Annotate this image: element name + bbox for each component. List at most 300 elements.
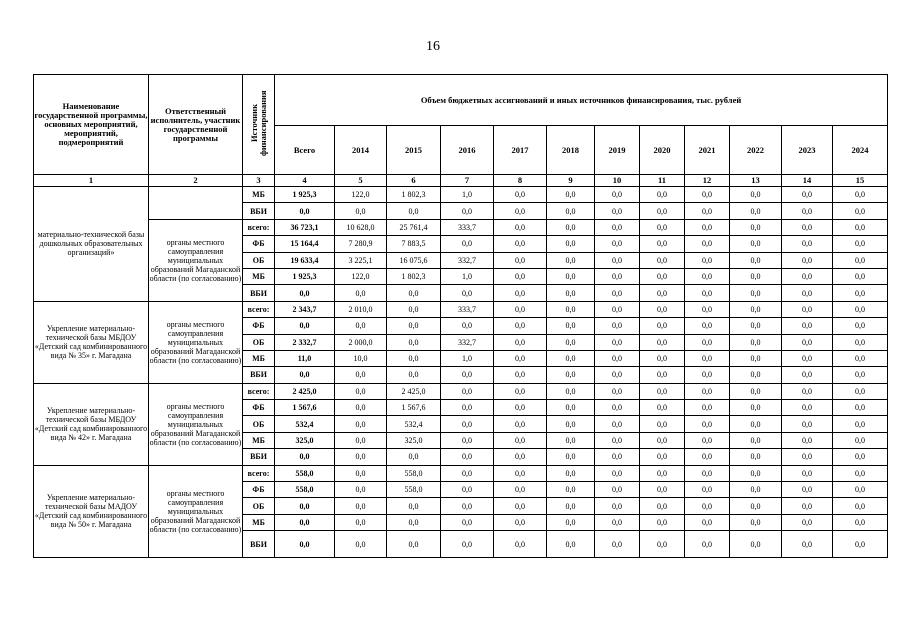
value-2024: 0,0 [833,236,888,252]
value-2017: 0,0 [494,203,547,219]
value-2017: 0,0 [494,187,547,203]
value-2020: 0,0 [640,203,685,219]
value-2014: 3 225,1 [335,252,387,268]
header-year-8: 2021 [685,126,730,175]
funding-source: ОБ [243,416,275,432]
value-2021: 0,0 [685,531,730,558]
value-total: 558,0 [275,482,335,498]
value-2024: 0,0 [833,400,888,416]
funding-source: ОБ [243,334,275,350]
value-2020: 0,0 [640,383,685,399]
value-2016: 333,7 [441,301,494,317]
value-2018: 0,0 [547,367,595,383]
value-2022: 0,0 [730,383,782,399]
funding-source: ФБ [243,318,275,334]
value-2023: 0,0 [782,432,833,448]
funding-source: всего: [243,465,275,481]
value-2020: 0,0 [640,514,685,530]
value-2015: 558,0 [387,482,441,498]
value-total: 0,0 [275,514,335,530]
value-2015: 0,0 [387,301,441,317]
header-year-7: 2020 [640,126,685,175]
value-2016: 333,7 [441,219,494,235]
responsible-executor: органы местного самоуправления муниципальных образований Магаданской области (по согласованию) [149,301,243,383]
value-2019: 0,0 [595,498,640,514]
funding-source: ОБ [243,252,275,268]
value-2018: 0,0 [547,334,595,350]
funding-source: МБ [243,350,275,366]
value-2018: 0,0 [547,432,595,448]
value-2023: 0,0 [782,416,833,432]
value-2019: 0,0 [595,416,640,432]
value-2021: 0,0 [685,400,730,416]
funding-source: ФБ [243,482,275,498]
value-2014: 0,0 [335,531,387,558]
header-year-1: 2014 [335,126,387,175]
value-2017: 0,0 [494,268,547,284]
value-2018: 0,0 [547,203,595,219]
value-2016: 0,0 [441,465,494,481]
value-2023: 0,0 [782,350,833,366]
value-2014: 2 000,0 [335,334,387,350]
value-2021: 0,0 [685,236,730,252]
value-2014: 0,0 [335,482,387,498]
value-2016: 1,0 [441,268,494,284]
value-total: 11,0 [275,350,335,366]
value-2021: 0,0 [685,498,730,514]
value-2018: 0,0 [547,400,595,416]
value-2019: 0,0 [595,301,640,317]
value-total: 0,0 [275,285,335,301]
header-source-column [243,75,275,175]
value-2021: 0,0 [685,203,730,219]
value-2022: 0,0 [730,400,782,416]
value-2020: 0,0 [640,465,685,481]
value-2016: 0,0 [441,367,494,383]
value-2023: 0,0 [782,203,833,219]
value-2024: 0,0 [833,219,888,235]
value-2020: 0,0 [640,252,685,268]
value-2016: 0,0 [441,514,494,530]
value-2021: 0,0 [685,432,730,448]
value-2023: 0,0 [782,383,833,399]
value-2024: 0,0 [833,203,888,219]
value-2016: 0,0 [441,531,494,558]
value-2022: 0,0 [730,301,782,317]
funding-source: ВБИ [243,285,275,301]
header-year-5: 2018 [547,126,595,175]
value-2015: 2 425,0 [387,383,441,399]
value-2014: 0,0 [335,449,387,465]
value-2014: 0,0 [335,432,387,448]
value-2018: 0,0 [547,236,595,252]
header-year-2: 2015 [387,126,441,175]
value-2020: 0,0 [640,432,685,448]
value-2021: 0,0 [685,482,730,498]
table-row [34,187,888,203]
column-number-12: 12 [685,175,730,187]
value-2022: 0,0 [730,465,782,481]
value-2016: 0,0 [441,318,494,334]
value-2020: 0,0 [640,482,685,498]
value-2024: 0,0 [833,301,888,317]
value-total: 0,0 [275,318,335,334]
value-2019: 0,0 [595,268,640,284]
value-2014: 122,0 [335,268,387,284]
value-2022: 0,0 [730,514,782,530]
value-2017: 0,0 [494,252,547,268]
value-total: 1 567,6 [275,400,335,416]
responsible-executor: органы местного самоуправления муниципальных образований Магаданской области (по согласованию) [149,465,243,558]
funding-source: МБ [243,268,275,284]
value-2018: 0,0 [547,285,595,301]
value-2023: 0,0 [782,301,833,317]
value-2022: 0,0 [730,531,782,558]
value-2022: 0,0 [730,449,782,465]
value-2017: 0,0 [494,482,547,498]
value-2024: 0,0 [833,416,888,432]
value-2015: 16 075,6 [387,252,441,268]
value-2018: 0,0 [547,350,595,366]
value-2019: 0,0 [595,531,640,558]
value-2015: 1 802,3 [387,268,441,284]
value-2017: 0,0 [494,531,547,558]
value-2015: 0,0 [387,318,441,334]
value-2023: 0,0 [782,367,833,383]
value-2014: 0,0 [335,465,387,481]
value-2015: 0,0 [387,367,441,383]
value-total: 19 633,4 [275,252,335,268]
column-number-14: 14 [782,175,833,187]
value-2015: 0,0 [387,514,441,530]
value-total: 2 425,0 [275,383,335,399]
value-2022: 0,0 [730,350,782,366]
value-2015: 25 761,4 [387,219,441,235]
column-number-15: 15 [833,175,888,187]
value-2022: 0,0 [730,334,782,350]
value-2020: 0,0 [640,400,685,416]
value-2020: 0,0 [640,187,685,203]
value-2023: 0,0 [782,482,833,498]
value-2024: 0,0 [833,268,888,284]
value-2017: 0,0 [494,383,547,399]
table-row [34,383,888,399]
value-2017: 0,0 [494,318,547,334]
value-2017: 0,0 [494,432,547,448]
value-2020: 0,0 [640,367,685,383]
responsible-empty [149,187,243,220]
header-year-4: 2017 [494,126,547,175]
value-2016: 0,0 [441,498,494,514]
value-2020: 0,0 [640,268,685,284]
column-number-6: 6 [387,175,441,187]
value-2014: 0,0 [335,285,387,301]
value-2020: 0,0 [640,285,685,301]
column-number-4: 4 [275,175,335,187]
header-volume-caption: Объем бюджетных ассигнований и иных источников финансирования, тыс. рублей [275,75,888,126]
value-2024: 0,0 [833,449,888,465]
funding-source: всего: [243,219,275,235]
value-2015: 0,0 [387,350,441,366]
value-2023: 0,0 [782,531,833,558]
page-number: 16 [426,39,440,54]
value-2016: 0,0 [441,383,494,399]
value-2014: 0,0 [335,400,387,416]
value-2019: 0,0 [595,334,640,350]
value-2014: 0,0 [335,498,387,514]
column-number-9: 9 [547,175,595,187]
value-2024: 0,0 [833,482,888,498]
value-2022: 0,0 [730,432,782,448]
value-2018: 0,0 [547,531,595,558]
value-2021: 0,0 [685,383,730,399]
funding-source: ФБ [243,236,275,252]
header-year-11: 2024 [833,126,888,175]
value-2021: 0,0 [685,350,730,366]
measure-name: материально-технической базы дошкольных образовательных организаций» [34,187,149,302]
value-2022: 0,0 [730,482,782,498]
value-2019: 0,0 [595,285,640,301]
value-2021: 0,0 [685,219,730,235]
value-2021: 0,0 [685,367,730,383]
value-2016: 0,0 [441,236,494,252]
value-2016: 0,0 [441,482,494,498]
value-total: 0,0 [275,367,335,383]
value-total: 1 925,3 [275,187,335,203]
value-2022: 0,0 [730,236,782,252]
value-2015: 7 883,5 [387,236,441,252]
value-2022: 0,0 [730,219,782,235]
value-2021: 0,0 [685,416,730,432]
value-2018: 0,0 [547,268,595,284]
column-number-11: 11 [640,175,685,187]
header-source-label: Источник финансирования [248,90,268,157]
value-2023: 0,0 [782,285,833,301]
value-2020: 0,0 [640,318,685,334]
value-2019: 0,0 [595,383,640,399]
value-2014: 0,0 [335,367,387,383]
value-2014: 0,0 [335,203,387,219]
value-2018: 0,0 [547,416,595,432]
value-2017: 0,0 [494,400,547,416]
value-2017: 0,0 [494,334,547,350]
value-total: 0,0 [275,498,335,514]
value-2024: 0,0 [833,498,888,514]
responsible-executor: органы местного самоуправления муниципальных образований Магаданской области (по согласованию) [149,219,243,301]
table-body [34,187,888,558]
funding-source: ФБ [243,400,275,416]
value-2014: 2 010,0 [335,301,387,317]
table-row [34,301,888,317]
column-number-1: 1 [34,175,149,187]
header-responsible-column: Ответственный исполнитель, участник государственной программы [149,75,243,175]
column-number-8: 8 [494,175,547,187]
value-2018: 0,0 [547,301,595,317]
value-2016: 0,0 [441,416,494,432]
column-number-10: 10 [595,175,640,187]
table-row [34,465,888,481]
value-2014: 0,0 [335,318,387,334]
column-number-7: 7 [441,175,494,187]
value-2021: 0,0 [685,187,730,203]
value-2017: 0,0 [494,236,547,252]
value-2017: 0,0 [494,449,547,465]
value-2017: 0,0 [494,514,547,530]
budget-table [33,74,888,558]
value-2021: 0,0 [685,285,730,301]
measure-name: Укрепление материально-технической базы МАДОУ «Детский сад комбинированного вида № 50» г. Магадана [34,465,149,558]
value-2023: 0,0 [782,318,833,334]
value-2023: 0,0 [782,334,833,350]
column-number-13: 13 [730,175,782,187]
value-2016: 0,0 [441,400,494,416]
value-total: 0,0 [275,449,335,465]
value-2016: 0,0 [441,285,494,301]
value-2024: 0,0 [833,285,888,301]
value-2024: 0,0 [833,432,888,448]
value-2024: 0,0 [833,531,888,558]
value-total: 2 343,7 [275,301,335,317]
value-2015: 532,4 [387,416,441,432]
value-2017: 0,0 [494,367,547,383]
value-2020: 0,0 [640,301,685,317]
value-2016: 332,7 [441,334,494,350]
value-2015: 325,0 [387,432,441,448]
value-2022: 0,0 [730,416,782,432]
value-2018: 0,0 [547,482,595,498]
value-2018: 0,0 [547,514,595,530]
value-2019: 0,0 [595,514,640,530]
value-2019: 0,0 [595,236,640,252]
value-total: 2 332,7 [275,334,335,350]
value-2019: 0,0 [595,367,640,383]
value-2021: 0,0 [685,301,730,317]
funding-source: ВБИ [243,449,275,465]
value-2022: 0,0 [730,252,782,268]
value-2024: 0,0 [833,334,888,350]
value-2018: 0,0 [547,383,595,399]
funding-source: ОБ [243,498,275,514]
value-2014: 7 280,9 [335,236,387,252]
header-year-6: 2019 [595,126,640,175]
value-2021: 0,0 [685,514,730,530]
value-2019: 0,0 [595,187,640,203]
value-2017: 0,0 [494,416,547,432]
value-2019: 0,0 [595,318,640,334]
value-2019: 0,0 [595,432,640,448]
value-2018: 0,0 [547,449,595,465]
value-2017: 0,0 [494,350,547,366]
value-2021: 0,0 [685,268,730,284]
value-2023: 0,0 [782,219,833,235]
value-2015: 1 802,3 [387,187,441,203]
funding-source: МБ [243,432,275,448]
value-2018: 0,0 [547,498,595,514]
value-total: 558,0 [275,465,335,481]
value-2020: 0,0 [640,219,685,235]
funding-source: ВБИ [243,531,275,558]
value-2019: 0,0 [595,449,640,465]
column-number-3: 3 [243,175,275,187]
funding-source: ВБИ [243,367,275,383]
value-2014: 10,0 [335,350,387,366]
value-2022: 0,0 [730,203,782,219]
value-total: 15 164,4 [275,236,335,252]
value-2020: 0,0 [640,236,685,252]
funding-source: всего: [243,301,275,317]
value-2022: 0,0 [730,367,782,383]
value-2020: 0,0 [640,449,685,465]
value-2019: 0,0 [595,482,640,498]
value-2024: 0,0 [833,350,888,366]
value-2022: 0,0 [730,268,782,284]
value-total: 325,0 [275,432,335,448]
value-2016: 332,7 [441,252,494,268]
value-2023: 0,0 [782,449,833,465]
value-2014: 122,0 [335,187,387,203]
value-2024: 0,0 [833,318,888,334]
value-2019: 0,0 [595,252,640,268]
measure-name: Укрепление материально-технической базы МБДОУ «Детский сад комбинированного вида № 42» г. Магадана [34,383,149,465]
value-2015: 0,0 [387,203,441,219]
value-2015: 0,0 [387,449,441,465]
funding-source: всего: [243,383,275,399]
value-2022: 0,0 [730,318,782,334]
column-number-5: 5 [335,175,387,187]
value-2015: 1 567,6 [387,400,441,416]
value-2015: 0,0 [387,531,441,558]
value-2015: 0,0 [387,285,441,301]
value-2017: 0,0 [494,285,547,301]
value-2021: 0,0 [685,252,730,268]
table-row [34,219,888,235]
value-2020: 0,0 [640,334,685,350]
value-2014: 10 628,0 [335,219,387,235]
value-2024: 0,0 [833,252,888,268]
value-2019: 0,0 [595,203,640,219]
value-2018: 0,0 [547,465,595,481]
funding-source: МБ [243,514,275,530]
value-2022: 0,0 [730,187,782,203]
value-2023: 0,0 [782,465,833,481]
value-2021: 0,0 [685,334,730,350]
header-year-9: 2022 [730,126,782,175]
header-year-0: Всего [275,126,335,175]
header-year-10: 2023 [782,126,833,175]
value-2022: 0,0 [730,285,782,301]
value-2022: 0,0 [730,498,782,514]
value-2021: 0,0 [685,465,730,481]
value-2024: 0,0 [833,465,888,481]
value-2016: 0,0 [441,449,494,465]
value-2017: 0,0 [494,498,547,514]
value-2024: 0,0 [833,514,888,530]
value-total: 0,0 [275,203,335,219]
value-2018: 0,0 [547,252,595,268]
value-2016: 0,0 [441,432,494,448]
measure-name: Укрепление материально-технической базы МБДОУ «Детский сад комбинированного вида № 35» г. Магадана [34,301,149,383]
value-2016: 1,0 [441,350,494,366]
value-2023: 0,0 [782,268,833,284]
value-2023: 0,0 [782,400,833,416]
value-2015: 0,0 [387,334,441,350]
value-total: 1 925,3 [275,268,335,284]
value-2017: 0,0 [494,219,547,235]
value-2014: 0,0 [335,514,387,530]
header-numbers-row [34,175,888,187]
value-total: 532,4 [275,416,335,432]
value-2023: 0,0 [782,187,833,203]
